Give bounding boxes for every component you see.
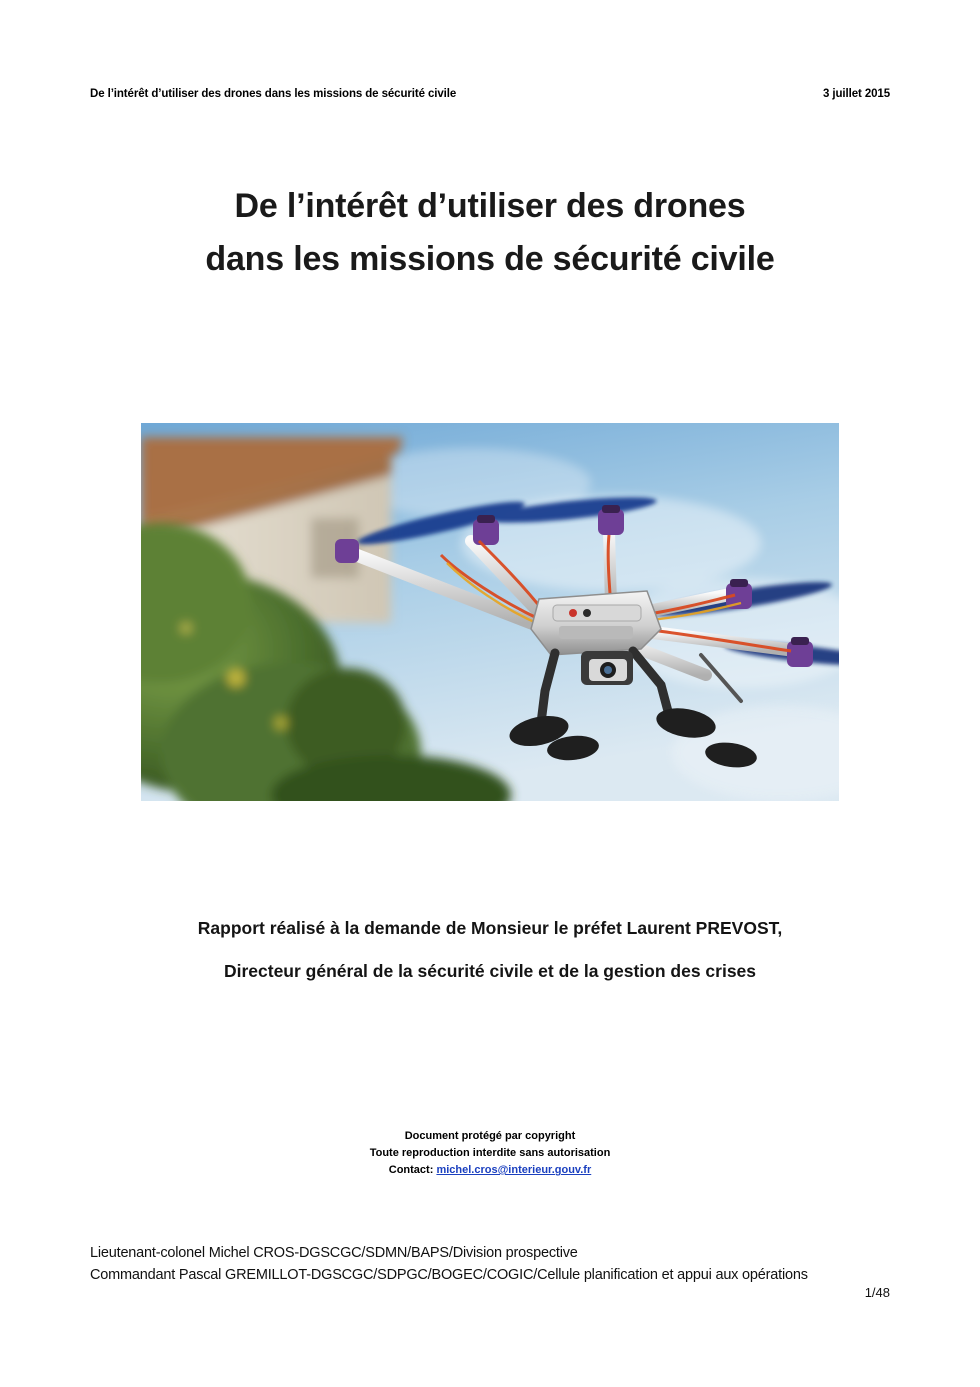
copyright-notice — [90, 1128, 890, 1179]
running-header-title: De l’intérêt d’utiliser des drones dans les missions de sécurité civile — [90, 88, 457, 100]
page-title-line-1: De l’intérêt d’utiliser des drones — [234, 187, 746, 225]
drone-photo — [141, 423, 839, 801]
commission-line-1: Rapport réalisé à la demande de Monsieur le préfet Laurent PREVOST, — [197, 918, 783, 938]
page-title-line-2: dans les missions de sécurité civile — [205, 239, 775, 278]
commission-line-2: Directeur général de la sécurité civile et de la gestion des crises — [223, 961, 757, 981]
copyright-line-2: Toute reproduction interdite sans autorisation — [369, 1147, 611, 1160]
author-line-1: Lieutenant-colonel Michel CROS-DGSCGC/SDMN/BAPS/Division prospective — [90, 1245, 578, 1261]
contact-label: Contact: — [388, 1164, 437, 1177]
authors-block — [90, 1242, 890, 1287]
page-number: 1/48 — [864, 1285, 890, 1300]
page-title — [90, 180, 890, 285]
running-header — [90, 88, 890, 100]
drone-photo-illustration — [141, 423, 839, 801]
author-line-2: Commandant Pascal GREMILLOT-DGSCGC/SDPGC/BOGEC/COGIC/Cellule planification et appui aux opérations — [90, 1267, 808, 1284]
running-header-date: 3 juillet 2015 — [823, 88, 890, 100]
copyright-line-1: Document protégé par copyright — [404, 1130, 576, 1142]
contact-line — [90, 1162, 890, 1179]
contact-email-link[interactable]: michel.cros@interieur.gouv.fr — [436, 1164, 592, 1177]
commission-statement — [90, 918, 890, 982]
